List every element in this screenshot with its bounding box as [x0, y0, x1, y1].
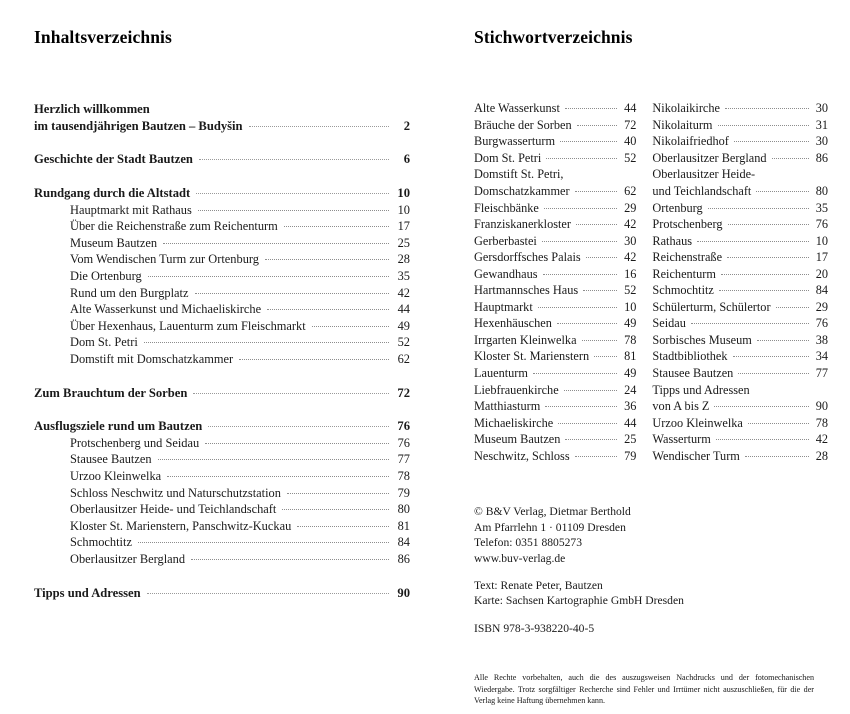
- imprint-block: [474, 504, 828, 636]
- toc-subentry[interactable]: [34, 285, 410, 302]
- dot-leader: [721, 273, 809, 275]
- dot-leader: [267, 308, 389, 310]
- index-entry-page-number: 52: [624, 283, 637, 298]
- index-entry-page-number: 49: [624, 316, 637, 331]
- dot-leader: [564, 389, 618, 391]
- index-entry-label: Burgwasserturm: [474, 134, 556, 149]
- index-entry-label: Sorbisches Museum: [652, 332, 752, 347]
- dot-leader: [727, 256, 809, 258]
- index-entry[interactable]: [652, 166, 828, 183]
- imprint-publisher-line: Telefon: 0351 8805273: [474, 536, 583, 550]
- index-entry-label: Lauenturm: [474, 366, 528, 380]
- index-entry[interactable]: [474, 448, 636, 465]
- index-entry-label: Protschenberg: [652, 217, 723, 232]
- index-entry-page-number: 78: [624, 332, 637, 347]
- index-entry-page-number: 42: [815, 432, 828, 447]
- dot-leader: [745, 455, 809, 457]
- imprint-credits-line: Text: Renate Peter, Bautzen: [474, 578, 603, 592]
- index-entry-page-number: 44: [624, 101, 637, 116]
- toc-chapter[interactable]: [34, 101, 410, 118]
- toc-subentry[interactable]: [34, 301, 410, 318]
- index-entry-label: Reichenturm: [652, 266, 716, 281]
- index-entry-label: Gersdorffsches Palais: [474, 250, 581, 265]
- index-entry-page-number: 16: [624, 266, 637, 281]
- index-entry[interactable]: [474, 150, 636, 167]
- dot-leader: [718, 124, 809, 126]
- imprint-credits-line: Karte: Sachsen Kartographie GmbH Dresden: [474, 594, 684, 608]
- index-entry-label: Bräuche der Sorben: [474, 117, 572, 132]
- table-of-contents-list: [34, 101, 410, 601]
- index-entry-label: Schülerturm, Schülertor: [652, 299, 771, 314]
- index-entry[interactable]: [652, 282, 828, 299]
- index-entry-page-number: 76: [815, 217, 828, 232]
- index-entry[interactable]: [474, 332, 636, 349]
- right-page-index: [448, 0, 850, 714]
- index-entry-page-number: 84: [815, 283, 828, 298]
- toc-chapter-label: Zum Brauchtum der Sorben: [34, 385, 188, 400]
- index-entry-label: Reichenstraße: [652, 250, 723, 265]
- imprint-isbn: [474, 621, 828, 636]
- dot-leader: [708, 207, 809, 209]
- dot-leader: [582, 339, 618, 341]
- dot-leader: [583, 289, 617, 291]
- toc-spacer: [34, 368, 410, 385]
- dot-leader: [691, 322, 809, 324]
- index-entry-page-number: 38: [815, 332, 828, 347]
- imprint-credits: [474, 578, 828, 609]
- toc-subentry[interactable]: [34, 268, 410, 285]
- dot-leader: [544, 207, 618, 209]
- index-entry[interactable]: [652, 299, 828, 316]
- index-entry-page-number: 62: [624, 183, 637, 198]
- dot-leader: [249, 125, 389, 127]
- index-entry[interactable]: [474, 166, 636, 183]
- index-entry-label: Gerberbastei: [474, 233, 537, 248]
- index-entry[interactable]: [652, 365, 828, 382]
- index-entry-label: Hauptmarkt: [474, 299, 533, 314]
- index-entry[interactable]: [652, 382, 828, 399]
- index-entry-label: Oberlausitzer Heide-: [652, 167, 756, 182]
- dot-leader: [577, 124, 618, 126]
- index-entry[interactable]: [474, 183, 636, 200]
- dot-leader: [772, 157, 809, 159]
- index-entry-page-number: 24: [624, 382, 637, 397]
- toc-subentry-page-number: 10: [397, 202, 410, 217]
- toc-subentry-label: Hauptmarkt mit Rathaus: [70, 202, 192, 217]
- dot-leader: [282, 508, 389, 510]
- index-entry-label: Tipps und Adressen: [652, 382, 750, 397]
- toc-subentry[interactable]: [34, 518, 410, 535]
- index-entry-label: Museum Bautzen: [474, 432, 561, 447]
- dot-leader: [576, 223, 617, 225]
- index-entry-page-number: 52: [624, 150, 637, 165]
- index-entry-page-number: 79: [624, 448, 637, 463]
- dot-leader: [560, 140, 617, 142]
- dot-leader: [148, 275, 389, 277]
- toc-chapter-page-number: 72: [397, 385, 410, 400]
- toc-spacer: [34, 401, 410, 418]
- toc-spacer: [34, 168, 410, 185]
- toc-chapter-label: Ausflugsziele rund um Bautzen: [34, 419, 203, 434]
- toc-subentry-page-number: 25: [397, 235, 410, 250]
- toc-subentry-label: Über Hexenhaus, Lauenturm zum Fleischmarkt: [70, 318, 306, 333]
- dot-leader: [558, 422, 617, 424]
- dot-leader: [565, 107, 618, 109]
- dot-leader: [239, 358, 389, 360]
- index-entry[interactable]: [652, 415, 828, 432]
- toc-chapter-label: Geschichte der Stadt Bautzen: [34, 152, 193, 167]
- dot-leader: [748, 422, 809, 424]
- index-page-title: Stichwortverzeichnis: [474, 27, 633, 47]
- index-entry[interactable]: [474, 249, 636, 266]
- dot-leader: [697, 240, 809, 242]
- toc-subentry-label: Domstift mit Domschatzkammer: [70, 351, 234, 366]
- toc-subentry[interactable]: [34, 451, 410, 468]
- toc-chapter[interactable]: [34, 118, 410, 135]
- index-entry-page-number: 78: [815, 415, 828, 430]
- toc-chapter-label: Rundgang durch die Altstadt: [34, 186, 191, 201]
- index-entry-page-number: 36: [624, 399, 637, 414]
- toc-subentry[interactable]: [34, 318, 410, 335]
- toc-subentry-label: Museum Bautzen: [70, 235, 158, 250]
- toc-chapter-page-number: 6: [403, 152, 410, 167]
- index-entry[interactable]: [652, 133, 828, 150]
- dot-leader: [565, 438, 617, 440]
- index-entry[interactable]: [474, 382, 636, 399]
- toc-subentry-page-number: 35: [397, 269, 410, 283]
- index-entry-page-number: 35: [815, 200, 828, 215]
- index-entry-page-number: 20: [815, 266, 828, 281]
- index-entry-label: Liebfrauenkirche: [474, 382, 559, 397]
- index-entry[interactable]: [652, 183, 828, 200]
- index-entry-label: Nikolaikirche: [652, 101, 720, 116]
- imprint-publisher-line: © B&V Verlag, Dietmar Berthold: [474, 505, 631, 519]
- toc-chapter[interactable]: [34, 585, 410, 602]
- dot-leader: [575, 455, 618, 457]
- toc-chapter[interactable]: [34, 151, 410, 168]
- toc-subentry-label: Kloster St. Marienstern, Panschwitz-Kuckau: [70, 518, 292, 533]
- dot-leader: [144, 341, 389, 343]
- toc-subentry-page-number: 78: [397, 468, 410, 483]
- index-entry[interactable]: [474, 100, 636, 117]
- index-entry-label: von A bis Z: [652, 399, 710, 414]
- toc-subentry[interactable]: [34, 551, 410, 568]
- index-entry-page-number: 28: [815, 448, 828, 463]
- dot-leader: [199, 158, 389, 160]
- index-entry[interactable]: [474, 415, 636, 432]
- dot-leader: [287, 492, 389, 494]
- index-entry[interactable]: [474, 315, 636, 332]
- index-entry-page-number: 40: [624, 134, 637, 149]
- index-entry[interactable]: [474, 133, 636, 150]
- dot-leader: [714, 405, 809, 407]
- toc-subentry-page-number: 76: [397, 435, 410, 450]
- toc-chapter-label: Tipps und Adressen: [34, 585, 141, 600]
- toc-subentry-label: Die Ortenburg: [70, 269, 142, 283]
- dot-leader: [538, 306, 618, 308]
- index-entry-label: Nikolaifriedhof: [652, 134, 729, 149]
- index-entry-label: Rathaus: [652, 233, 693, 248]
- dot-leader: [546, 157, 617, 159]
- toc-subentry-page-number: 62: [397, 351, 410, 366]
- dot-leader: [594, 355, 617, 357]
- dot-leader: [728, 223, 809, 225]
- dot-leader: [533, 372, 617, 374]
- index-entry-page-number: 25: [624, 432, 637, 447]
- index-entry[interactable]: [474, 216, 636, 233]
- index-entry-label: Irrgarten Kleinwelka: [474, 332, 577, 347]
- index-entry-page-number: 49: [624, 366, 637, 380]
- index-entry-page-number: 81: [624, 349, 637, 364]
- index-entry[interactable]: [652, 266, 828, 283]
- index-entry-page-number: 29: [624, 200, 637, 215]
- toc-chapter-page-number: 10: [397, 186, 410, 201]
- index-entry-page-number: 29: [815, 299, 828, 314]
- index-entry-label: Kloster St. Marienstern: [474, 349, 590, 364]
- dot-leader: [716, 438, 809, 440]
- index-entry-label: Michaeliskirche: [474, 415, 554, 430]
- toc-subentry-page-number: 84: [397, 535, 410, 550]
- imprint-publisher-line: Am Pfarrlehn 1 · 01109 Dresden: [474, 520, 626, 534]
- index-entry[interactable]: [652, 332, 828, 349]
- toc-chapter-page-number: 90: [397, 585, 410, 600]
- toc-subentry-label: Urzoo Kleinwelka: [70, 468, 162, 483]
- index-entry-label: Wendischer Turm: [652, 448, 740, 463]
- index-entry-label: Wasserturm: [652, 432, 711, 447]
- toc-subentry[interactable]: [34, 351, 410, 368]
- index-entry-label: Franziskanerkloster: [474, 217, 571, 232]
- dot-leader: [543, 273, 618, 275]
- toc-subentry[interactable]: [34, 202, 410, 219]
- index-entry-label: Hexenhäuschen: [474, 316, 552, 331]
- toc-subentry-page-number: 49: [397, 318, 410, 333]
- toc-chapter-label: im tausendjährigen Bautzen – Budyšin: [34, 118, 243, 133]
- dot-leader: [545, 405, 617, 407]
- toc-subentry-page-number: 17: [397, 219, 410, 234]
- toc-chapter[interactable]: [34, 185, 410, 202]
- toc-chapter-page-number: 2: [403, 118, 410, 133]
- dot-leader: [205, 442, 389, 444]
- index-entry[interactable]: [652, 448, 828, 465]
- toc-spacer: [34, 568, 410, 585]
- index-entry-page-number: 31: [815, 117, 828, 132]
- index-entry[interactable]: [652, 216, 828, 233]
- index-entry-label: Alte Wasserkunst: [474, 101, 560, 116]
- index-entry-label: Ortenburg: [652, 200, 703, 215]
- index-entry-page-number: 42: [624, 250, 637, 265]
- index-entry-label: Fleischbänke: [474, 200, 539, 215]
- index-entry-label: Gewandhaus: [474, 266, 538, 281]
- imprint-publisher-line: www.buv-verlag.de: [474, 551, 566, 565]
- index-entry[interactable]: [474, 117, 636, 134]
- index-entry-label: Schmochtitz: [652, 283, 714, 298]
- index-entry[interactable]: [474, 365, 636, 382]
- toc-subentry[interactable]: [34, 218, 410, 235]
- index-entry[interactable]: [474, 200, 636, 217]
- contents-page-title: Inhaltsverzeichnis: [34, 27, 172, 47]
- dot-leader: [297, 525, 389, 527]
- toc-chapter-label: Herzlich willkommen: [34, 102, 150, 117]
- dot-leader: [312, 325, 389, 327]
- toc-spacer: [34, 134, 410, 151]
- toc-chapter-page-number: 76: [397, 419, 410, 434]
- dot-leader: [195, 292, 389, 294]
- index-entry-page-number: 72: [624, 117, 637, 132]
- index-entry[interactable]: [474, 266, 636, 283]
- toc-subentry-label: Schloss Neschwitz und Naturschutzstation: [70, 485, 281, 500]
- toc-subentry[interactable]: [34, 501, 410, 518]
- dot-leader: [284, 225, 389, 227]
- dot-leader: [734, 140, 809, 142]
- index-entry[interactable]: [474, 233, 636, 250]
- dot-leader: [557, 322, 618, 324]
- index-entry-label: Matthiasturm: [474, 399, 541, 414]
- toc-subentry-page-number: 86: [397, 551, 410, 566]
- toc-subentry-page-number: 28: [397, 252, 410, 267]
- index-column-1: [474, 100, 636, 464]
- index-entry[interactable]: [652, 249, 828, 266]
- index-entry[interactable]: [652, 117, 828, 134]
- index-entry-page-number: 30: [815, 101, 828, 116]
- index-entry-label: Nikolaiturm: [652, 117, 713, 132]
- index-entry-page-number: 80: [815, 183, 828, 198]
- index-entry[interactable]: [652, 150, 828, 167]
- index-entry-label: Dom St. Petri: [474, 150, 542, 165]
- index-entry-page-number: 10: [815, 233, 828, 248]
- dot-leader: [208, 425, 389, 427]
- index-entry-label: Stadtbibliothek: [652, 349, 728, 364]
- index-entry[interactable]: [652, 100, 828, 117]
- toc-subentry-label: Schmochtitz: [70, 535, 132, 550]
- dot-leader: [542, 240, 618, 242]
- toc-subentry-label: Stausee Bautzen: [70, 452, 152, 467]
- index-entry-page-number: 30: [815, 134, 828, 149]
- index-entry[interactable]: [652, 431, 828, 448]
- dot-leader: [738, 372, 809, 374]
- index-entry-page-number: 76: [815, 316, 828, 331]
- index-entry[interactable]: [474, 282, 636, 299]
- dot-leader: [196, 192, 389, 194]
- toc-chapter[interactable]: [34, 418, 410, 435]
- dot-leader: [167, 475, 389, 477]
- toc-subentry-label: Protschenberg und Seidau: [70, 435, 200, 450]
- index-entry[interactable]: [474, 299, 636, 316]
- index-entry[interactable]: [474, 348, 636, 365]
- index-entry-page-number: 90: [815, 399, 828, 414]
- imprint-publisher: [474, 504, 828, 566]
- index-columns: [474, 100, 828, 464]
- index-entry-label: Hartmannsches Haus: [474, 283, 579, 298]
- toc-subentry[interactable]: [34, 485, 410, 502]
- index-entry[interactable]: [474, 431, 636, 448]
- toc-subentry-page-number: 80: [397, 502, 410, 517]
- toc-subentry[interactable]: [34, 534, 410, 551]
- index-entry-page-number: 42: [624, 217, 637, 232]
- dot-leader: [586, 256, 618, 258]
- dot-leader: [757, 339, 809, 341]
- toc-subentry-page-number: 42: [397, 285, 410, 300]
- toc-subentry-label: Rund um den Burgplatz: [70, 285, 189, 300]
- dot-leader: [575, 190, 618, 192]
- copyright-disclaimer: Alle Rechte vorbehalten, auch die des auszugsweisen Nachdrucks und der fotomechanischen Wiedergabe. Trotz sorgfältiger Recherche sind Fehler und Irrtümer nicht auszuschließen, für die der Verlag keine Haftung übernehmen kann.: [474, 673, 814, 705]
- index-entry[interactable]: [652, 233, 828, 250]
- index-entry-label: Neschwitz, Schloss: [474, 448, 570, 463]
- toc-subentry[interactable]: [34, 235, 410, 252]
- toc-subentry[interactable]: [34, 334, 410, 351]
- index-entry-label: Stausee Bautzen: [652, 366, 734, 380]
- dot-leader: [725, 107, 809, 109]
- dot-leader: [265, 258, 389, 260]
- dot-leader: [193, 392, 389, 394]
- index-entry-label: Seidau: [652, 316, 686, 331]
- index-entry[interactable]: [652, 315, 828, 332]
- index-entry[interactable]: [474, 398, 636, 415]
- index-entry-page-number: 86: [815, 150, 828, 165]
- index-entry-page-number: 17: [815, 250, 828, 265]
- index-column-2: [652, 100, 828, 464]
- dot-leader: [147, 592, 389, 594]
- toc-subentry-label: Dom St. Petri: [70, 335, 138, 350]
- index-entry-label: Urzoo Kleinwelka: [652, 415, 743, 430]
- toc-subentry-page-number: 44: [397, 302, 410, 317]
- index-entry[interactable]: [652, 348, 828, 365]
- index-entry-label: Domschatzkammer: [474, 183, 570, 198]
- index-entry-label: Oberlausitzer Bergland: [652, 150, 767, 165]
- index-entry-page-number: 77: [815, 366, 828, 380]
- toc-subentry-label: Vom Wendischen Turm zur Ortenburg: [70, 252, 259, 267]
- toc-subentry-page-number: 77: [397, 452, 410, 467]
- dot-leader: [138, 541, 389, 543]
- index-entry-page-number: 10: [624, 299, 637, 314]
- index-entry-label: und Teichlandschaft: [652, 183, 752, 198]
- toc-subentry-label: Oberlausitzer Heide- und Teichlandschaft: [70, 502, 277, 517]
- toc-subentry[interactable]: [34, 468, 410, 485]
- toc-subentry-page-number: 79: [397, 485, 410, 500]
- dot-leader: [719, 289, 809, 291]
- toc-subentry-label: Oberlausitzer Bergland: [70, 551, 186, 566]
- index-entry[interactable]: [652, 200, 828, 217]
- toc-subentry-label: Alte Wasserkunst und Michaeliskirche: [70, 302, 262, 317]
- toc-subentry-page-number: 52: [397, 335, 410, 350]
- toc-subentry-label: Über die Reichenstraße zum Reichenturm: [70, 219, 278, 234]
- dot-leader: [756, 190, 809, 192]
- index-entry-page-number: 44: [624, 415, 637, 430]
- toc-subentry[interactable]: [34, 435, 410, 452]
- imprint-isbn-line: ISBN 978-3-938220-40-5: [474, 621, 595, 635]
- toc-subentry[interactable]: [34, 251, 410, 268]
- dot-leader: [158, 458, 389, 460]
- dot-leader: [733, 355, 809, 357]
- dot-leader: [163, 242, 389, 244]
- toc-subentry-page-number: 81: [397, 518, 410, 533]
- dot-leader: [191, 558, 389, 560]
- dot-leader: [776, 306, 809, 308]
- toc-chapter[interactable]: [34, 385, 410, 402]
- index-entry-page-number: 34: [815, 349, 828, 364]
- dot-leader: [198, 209, 389, 211]
- index-entry-page-number: 30: [624, 233, 637, 248]
- index-entry[interactable]: [652, 398, 828, 415]
- index-entry-label: Domstift St. Petri,: [474, 167, 564, 182]
